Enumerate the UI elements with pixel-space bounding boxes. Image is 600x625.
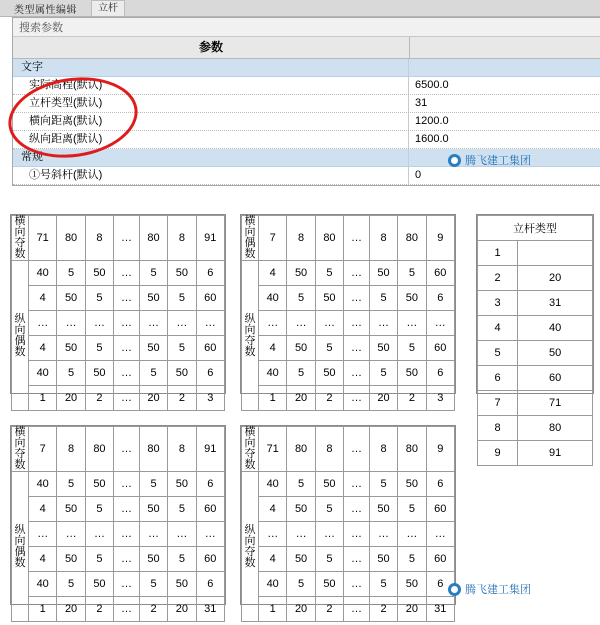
table-row[interactable] <box>13 113 600 131</box>
grid-cell: … <box>344 286 370 311</box>
side-table-index: 7 <box>478 391 518 416</box>
grid-cell: 50 <box>57 336 85 361</box>
grid-cell: 5 <box>85 286 113 311</box>
grid-cell: 5 <box>85 497 113 522</box>
grid-cell: 8 <box>57 427 85 472</box>
grid-cell: 4 <box>259 261 287 286</box>
grid-cell: 2 <box>85 597 113 622</box>
grid-cell: 40 <box>29 472 57 497</box>
grid-cell: … <box>168 522 196 547</box>
side-table-value: 31 <box>518 291 593 316</box>
grid-cell: 8 <box>168 216 196 261</box>
grid-cell: 6 <box>196 361 224 386</box>
table-row[interactable] <box>13 95 600 113</box>
grid-cell: 60 <box>196 286 224 311</box>
grid-cell: 5 <box>398 261 426 286</box>
param-value[interactable]: 6500.0 <box>415 79 449 91</box>
grid-cell: 80 <box>85 427 113 472</box>
grid-cell: 50 <box>287 547 315 572</box>
grid-cell: 5 <box>139 572 167 597</box>
grid-cell: 80 <box>139 427 167 472</box>
watermark-text: 腾飞建工集团 <box>465 584 531 596</box>
grid-cell: 60 <box>426 547 454 572</box>
grid-row-axis-label-line1: 纵向 <box>14 312 26 336</box>
grid-cell: … <box>369 311 397 336</box>
side-table-index: 4 <box>478 316 518 341</box>
grid-cell: 91 <box>196 216 224 261</box>
grid-cell: … <box>259 311 287 336</box>
grid-cell: 9 <box>426 216 454 261</box>
grid-cell: 50 <box>57 547 85 572</box>
grid-cell: 8 <box>287 216 315 261</box>
grid-top-left <box>10 214 226 404</box>
grid-cell: 5 <box>369 572 397 597</box>
grid-cell: 6 <box>196 472 224 497</box>
grid-cell: 7 <box>29 427 57 472</box>
side-table-value: 40 <box>518 316 593 341</box>
grid-cell: … <box>139 522 167 547</box>
grid-cell: 7 <box>259 216 287 261</box>
grid-cell: 4 <box>29 336 57 361</box>
grid-cell: … <box>196 522 224 547</box>
param-label: ①号斜杆(默认) <box>13 167 409 184</box>
grid-cell: … <box>57 311 85 336</box>
grid-col-axis-label-line2: 夺数 <box>14 237 26 260</box>
parameter-group-text <box>13 59 600 77</box>
grid-cell: 80 <box>315 216 343 261</box>
grid-cell: 9 <box>426 427 454 472</box>
side-table-index: 2 <box>478 266 518 291</box>
table-row[interactable] <box>13 131 600 149</box>
grid-cell: … <box>398 311 426 336</box>
column-header-parameter: 参数 <box>13 37 410 58</box>
grid-cell: 1 <box>29 597 57 622</box>
grid-row-axis-label-line2: 偶数 <box>14 545 26 569</box>
grid-cell: 31 <box>426 597 454 622</box>
grid-cell: 5 <box>315 336 343 361</box>
grid-cell: 50 <box>168 572 196 597</box>
grid-col-axis-label-line1: 横向 <box>244 426 256 449</box>
window-title-bar <box>0 0 600 17</box>
grid-cell: 20 <box>287 597 315 622</box>
grid-cell: … <box>57 522 85 547</box>
grid-cell: 4 <box>259 336 287 361</box>
grid-corner-label <box>242 427 259 472</box>
grid-row-axis-label-line1: 纵向 <box>244 523 256 547</box>
grid-col-axis-label-line2: 偶数 <box>244 237 256 260</box>
grid-cell: 50 <box>315 361 343 386</box>
parameter-table-header <box>13 37 600 59</box>
grid-cell: 50 <box>315 286 343 311</box>
side-table-index: 8 <box>478 416 518 441</box>
grid-cell: 2 <box>168 386 196 411</box>
grid-cell: 5 <box>398 547 426 572</box>
grid-cell: 20 <box>398 597 426 622</box>
grid-cell: … <box>114 597 140 622</box>
grid-row-axis-label-line2: 夺数 <box>244 545 256 569</box>
grid-cell: 6 <box>196 261 224 286</box>
grid-cell: … <box>426 311 454 336</box>
side-table-index: 5 <box>478 341 518 366</box>
side-table-index: 1 <box>478 241 518 266</box>
grid-cell: 2 <box>369 597 397 622</box>
grid-cell: … <box>114 261 140 286</box>
grid-cell: 71 <box>29 216 57 261</box>
grid-cell: 5 <box>168 547 196 572</box>
grid-cell: 6 <box>426 472 454 497</box>
grid-cell: … <box>196 311 224 336</box>
grid-col-axis-label-line2: 夺数 <box>14 448 26 471</box>
column-header-value <box>410 37 600 58</box>
grid-cell: 50 <box>139 336 167 361</box>
grid-cell: … <box>344 472 370 497</box>
parameter-group-label: 文字 <box>13 59 409 76</box>
grid-row-axis-label <box>242 261 259 411</box>
grid-cell: 5 <box>369 361 397 386</box>
grid-cell: 40 <box>29 361 57 386</box>
grid-row-axis-label-line2: 偶数 <box>14 334 26 358</box>
grid-cell: 71 <box>259 427 287 472</box>
grid-cell: 5 <box>369 286 397 311</box>
grid-cell: … <box>287 522 315 547</box>
grid-cell: 50 <box>287 261 315 286</box>
grid-cell: 50 <box>315 572 343 597</box>
grid-cell: 5 <box>139 361 167 386</box>
grid-cell: … <box>168 311 196 336</box>
grid-cell: 2 <box>85 386 113 411</box>
grid-cell: … <box>85 522 113 547</box>
grid-cell: 6 <box>196 572 224 597</box>
side-table-ligan-type <box>476 214 594 459</box>
grid-cell: 5 <box>85 336 113 361</box>
grid-cell: … <box>344 361 370 386</box>
side-table-index: 3 <box>478 291 518 316</box>
grid-cell: 5 <box>315 547 343 572</box>
grid-cell: 50 <box>85 472 113 497</box>
grid-cell: 50 <box>168 361 196 386</box>
grid-cell: … <box>344 216 370 261</box>
table-row[interactable] <box>13 167 600 185</box>
grid-cell: … <box>398 522 426 547</box>
grid-cell: 3 <box>426 386 454 411</box>
grid-cell: 20 <box>369 386 397 411</box>
grid-cell: 60 <box>426 336 454 361</box>
grid-cell: 20 <box>57 386 85 411</box>
param-value[interactable]: 1600.0 <box>415 133 449 145</box>
grid-cell: 5 <box>287 361 315 386</box>
grid-cell: 5 <box>369 472 397 497</box>
grid-col-axis-label-line1: 横向 <box>14 426 26 449</box>
grid-cell: … <box>114 386 140 411</box>
grid-cell: 4 <box>259 497 287 522</box>
grid-cell: 50 <box>85 261 113 286</box>
grid-cell: … <box>114 427 140 472</box>
grid-cell: 2 <box>315 597 343 622</box>
grid-cell: 5 <box>315 497 343 522</box>
grid-cell: 50 <box>85 572 113 597</box>
grid-cell: 5 <box>287 286 315 311</box>
grid-cell: 80 <box>287 427 315 472</box>
side-table-value: 80 <box>518 416 593 441</box>
grid-cell: 2 <box>315 386 343 411</box>
side-table-value: 91 <box>518 441 593 466</box>
grid-cell: 5 <box>57 472 85 497</box>
grid-cell: 5 <box>57 361 85 386</box>
grid-cell: … <box>426 522 454 547</box>
side-table-index: 9 <box>478 441 518 466</box>
grid-cell: … <box>114 361 140 386</box>
grid-cell: … <box>344 427 370 472</box>
watermark-bottom <box>448 581 531 597</box>
grid-cell: … <box>344 522 370 547</box>
grid-cell: 50 <box>369 497 397 522</box>
param-label: 实际高程(默认) <box>13 77 409 94</box>
side-table-value: 50 <box>518 341 593 366</box>
grid-cell: 2 <box>398 386 426 411</box>
grid-cell: … <box>344 497 370 522</box>
grid-cell: 80 <box>398 216 426 261</box>
grid-cell: 50 <box>398 572 426 597</box>
grid-cell: 50 <box>139 497 167 522</box>
grid-cell: … <box>114 336 140 361</box>
grid-cell: … <box>29 522 57 547</box>
grid-corner-label <box>12 427 29 472</box>
grid-cell: 4 <box>29 497 57 522</box>
param-label: 横向距离(默认) <box>13 113 409 130</box>
watermark-text: 腾飞建工集团 <box>465 155 531 167</box>
grid-cell: 50 <box>369 547 397 572</box>
grid-cell: 40 <box>259 361 287 386</box>
grid-cell: … <box>287 311 315 336</box>
grid-cell: 4 <box>29 547 57 572</box>
grid-cell: 8 <box>85 216 113 261</box>
parameter-group-label: 常规 <box>13 149 409 166</box>
side-table-value <box>518 241 593 266</box>
grid-cell: … <box>114 547 140 572</box>
grid-cell: … <box>114 572 140 597</box>
grid-cell: 5 <box>287 572 315 597</box>
grid-cell: 50 <box>85 361 113 386</box>
side-table-value: 71 <box>518 391 593 416</box>
grid-bottom-left <box>10 425 226 615</box>
grid-cell: … <box>344 336 370 361</box>
grid-cell: 20 <box>139 386 167 411</box>
grid-cell: 20 <box>287 386 315 411</box>
grid-cell: … <box>344 597 370 622</box>
side-table-title: 立杆类型 <box>478 216 593 241</box>
grid-cell: 8 <box>369 427 397 472</box>
grid-cell: 5 <box>168 336 196 361</box>
grid-cell: 50 <box>168 472 196 497</box>
grid-cell: 5 <box>139 261 167 286</box>
side-table-value: 20 <box>518 266 593 291</box>
grid-row-axis-label <box>242 472 259 622</box>
grid-row-axis-label-line2: 夺数 <box>244 334 256 358</box>
grid-cell: … <box>114 286 140 311</box>
grid-cell: 40 <box>29 572 57 597</box>
grid-cell: 20 <box>168 597 196 622</box>
grid-cell: … <box>114 472 140 497</box>
grid-cell: 50 <box>168 261 196 286</box>
grid-cell: … <box>85 311 113 336</box>
grid-cell: … <box>29 311 57 336</box>
grid-cell: 4 <box>259 547 287 572</box>
grid-cell: 50 <box>139 547 167 572</box>
grid-cell: 60 <box>426 497 454 522</box>
grid-cell: … <box>369 522 397 547</box>
param-value[interactable]: 31 <box>415 97 428 109</box>
grid-cell: 40 <box>259 472 287 497</box>
grid-row-axis-label <box>12 472 29 622</box>
grid-cell: 50 <box>57 497 85 522</box>
grid-cell: 5 <box>398 497 426 522</box>
grid-cell: 50 <box>287 336 315 361</box>
grid-cell: 60 <box>196 497 224 522</box>
grid-cell: 31 <box>196 597 224 622</box>
grid-top-middle <box>240 214 456 404</box>
grid-cell: 5 <box>398 336 426 361</box>
grid-cell: … <box>315 522 343 547</box>
grid-cell: 80 <box>57 216 85 261</box>
grid-cell: 5 <box>139 472 167 497</box>
grid-cell: 50 <box>139 286 167 311</box>
grid-cell: … <box>344 572 370 597</box>
grid-col-axis-label-line1: 横向 <box>14 215 26 238</box>
grid-cell: 50 <box>398 361 426 386</box>
grid-cell: … <box>344 386 370 411</box>
grid-cell: 60 <box>426 261 454 286</box>
grid-cell: 8 <box>369 216 397 261</box>
grid-cell: 60 <box>196 547 224 572</box>
grid-cell: 50 <box>369 261 397 286</box>
grid-cell: 5 <box>287 472 315 497</box>
watermark-top <box>448 152 531 168</box>
grid-cell: … <box>344 547 370 572</box>
grid-cell: … <box>114 216 140 261</box>
grid-cell: 50 <box>398 286 426 311</box>
grid-cell: … <box>114 497 140 522</box>
tab-ligan[interactable]: 立杆 <box>91 0 125 16</box>
grid-cell: 60 <box>196 336 224 361</box>
grid-cell: 50 <box>315 472 343 497</box>
grid-cell: 50 <box>369 336 397 361</box>
watermark-logo-icon <box>448 583 461 596</box>
grid-bottom-middle <box>240 425 456 615</box>
side-table-value: 60 <box>518 366 593 391</box>
grid-cell: 5 <box>85 547 113 572</box>
side-table-index: 6 <box>478 366 518 391</box>
grid-cell: … <box>114 311 140 336</box>
grid-cell: 8 <box>315 427 343 472</box>
watermark-logo-icon <box>448 154 461 167</box>
grid-cell: 40 <box>259 286 287 311</box>
grid-cell: 4 <box>29 286 57 311</box>
grid-cell: … <box>315 311 343 336</box>
grid-cell: 5 <box>168 497 196 522</box>
grid-cell: 6 <box>426 572 454 597</box>
grid-cell: 1 <box>29 386 57 411</box>
grid-cell: 50 <box>57 286 85 311</box>
grid-row-axis-label <box>12 261 29 411</box>
grid-cell: … <box>344 261 370 286</box>
grid-cell: … <box>344 311 370 336</box>
grid-cell: 80 <box>139 216 167 261</box>
grid-cell: 5 <box>168 286 196 311</box>
grid-cell: 5 <box>57 261 85 286</box>
grid-cell: … <box>259 522 287 547</box>
grid-cell: 91 <box>196 427 224 472</box>
grid-cell: 1 <box>259 386 287 411</box>
grid-cell: … <box>139 311 167 336</box>
param-label: 立杆类型(默认) <box>13 95 409 112</box>
grid-cell: … <box>114 522 140 547</box>
grid-cell: 6 <box>426 361 454 386</box>
grid-cell: 40 <box>259 572 287 597</box>
grid-cell: 6 <box>426 286 454 311</box>
grid-cell: 8 <box>168 427 196 472</box>
param-label: 纵向距离(默认) <box>13 131 409 148</box>
grid-cell: 80 <box>398 427 426 472</box>
grid-row-axis-label-line1: 纵向 <box>14 523 26 547</box>
grid-cell: 40 <box>29 261 57 286</box>
grid-cell: 5 <box>57 572 85 597</box>
grid-cell: 2 <box>139 597 167 622</box>
grid-cell: 1 <box>259 597 287 622</box>
grid-cell: 50 <box>287 497 315 522</box>
window-title: 类型属性编辑 <box>14 4 77 16</box>
grid-cell: 5 <box>315 261 343 286</box>
table-row[interactable] <box>13 77 600 95</box>
search-row[interactable] <box>13 18 600 37</box>
grid-row-axis-label-line1: 纵向 <box>244 312 256 336</box>
param-value[interactable]: 1200.0 <box>415 115 449 127</box>
param-value[interactable]: 0 <box>415 169 422 181</box>
grid-cell: 50 <box>398 472 426 497</box>
grid-cell: 3 <box>196 386 224 411</box>
grid-corner-label <box>12 216 29 261</box>
search-input[interactable]: 搜索参数 <box>19 22 63 34</box>
grid-col-axis-label-line1: 横向 <box>244 215 256 238</box>
grid-cell: 20 <box>57 597 85 622</box>
grid-col-axis-label-line2: 夺数 <box>244 448 256 471</box>
grid-corner-label <box>242 216 259 261</box>
